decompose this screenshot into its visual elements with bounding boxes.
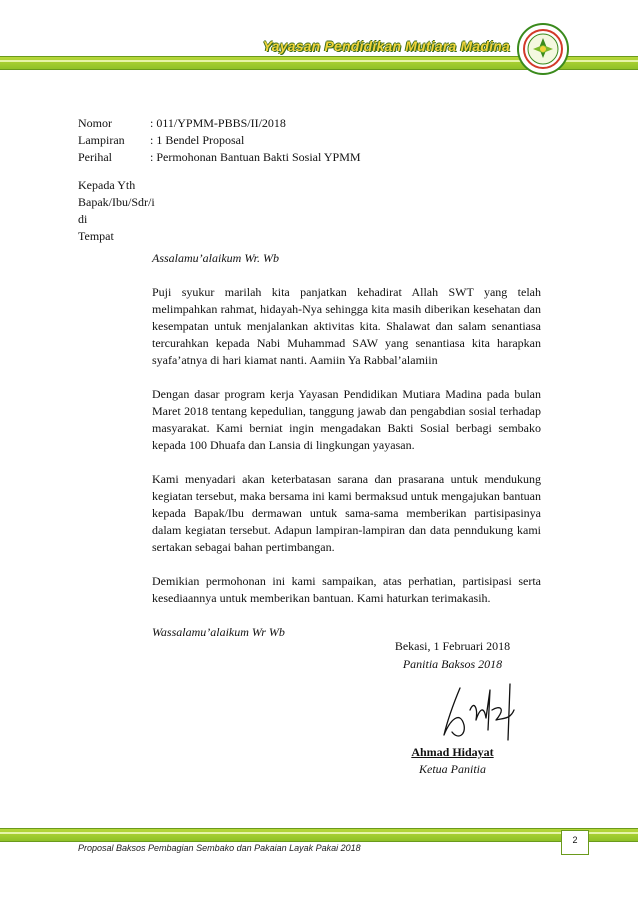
signer-block [370, 744, 535, 778]
foundation-logo [516, 22, 570, 76]
signer-name: Ahmad Hidayat [411, 745, 494, 759]
meta-label: Nomor [78, 116, 112, 130]
addressee-line: Bapak/Ibu/Sdr/i [78, 195, 155, 209]
meta-value: : Permohonan Bantuan Bakti Sosial YPMM [150, 150, 361, 164]
footer-band [0, 828, 638, 842]
meta-row-lampiran [78, 132, 361, 149]
paragraph-3: Kami menyadari akan keterbatasan sarana dan prasarana untuk mendukung kegiatan tersebut, maka bersama ini kami bermaksud untuk mengajukan bantuan kepada Bapak/Ibu dermawan untuk sama-sama memberikan partisipasinya dalam kegiatan tersebut. Adapun lampiran-lampiran dan data penndukung kami sertakan sebagai bahan pertimbangan. [152, 472, 541, 554]
meta-row-nomor [78, 115, 361, 132]
footer-text: Proposal Baksos Pembagian Sembako dan Pakaian Layak Pakai 2018 [78, 843, 361, 853]
meta-label: Perihal [78, 150, 112, 164]
meta-label: Lampiran [78, 133, 125, 147]
handwritten-signature [430, 680, 520, 745]
header-title: Yayasan Pendidikan Mutiara Madina [262, 38, 510, 54]
greeting: Assalamu’alaikum Wr. Wb [152, 251, 279, 265]
place-date: Bekasi, 1 Februari 2018 [394, 639, 511, 653]
addressee-line: Kepada Yth [78, 178, 136, 192]
paragraph-4: Demikian permohonan ini kami sampaikan, atas perhatian, partisipasi serta kesediaannya untuk memberikan bantuan. Kami haturkan terimakasih. [152, 574, 541, 605]
signer-role: Ketua Panitia [419, 762, 486, 776]
addressee-line: di [78, 212, 88, 226]
committee-name: Panitia Baksos 2018 [402, 657, 503, 671]
addressee [78, 177, 155, 245]
paragraph-2: Dengan dasar program kerja Yayasan Pendidikan Mutiara Madina pada bulan Maret 2018 tentang kepedulian, tanggung jawab dan pengabdian sosial terhadap masyarakat. Kami berniat ingin mengadakan Bakti Sosial berbagi sembako kepada 100 Dhuafa dan Lansia di lingkungan yayasan. [152, 387, 541, 452]
meta-row-perihal [78, 149, 361, 166]
meta-value: : 1 Bendel Proposal [150, 133, 245, 147]
closing: Wassalamu’alaikum Wr Wb [152, 625, 285, 639]
paragraph-1: Puji syukur marilah kita panjatkan kehadirat Allah SWT yang telah melimpahkan rahmat, hidayah-Nya sehingga kita masih diberikan kesehatan dan kesempatan untuk menjalankan aktivitas kita. Shalawat dan salam senantiasa tercurahkan kepada Nabi Muhammad SAW yang senantiasa kita harapkan syafa’atnya di hari kiamat nanti. Aamiin Ya Rabbal’alamiin [152, 285, 541, 367]
letter-meta [78, 115, 361, 166]
addressee-line: Tempat [78, 229, 114, 243]
meta-value: : 011/YPMM-PBBS/II/2018 [150, 116, 286, 130]
letter-body [152, 250, 541, 658]
sign-block [370, 637, 535, 673]
page-number: 2 [561, 830, 589, 855]
